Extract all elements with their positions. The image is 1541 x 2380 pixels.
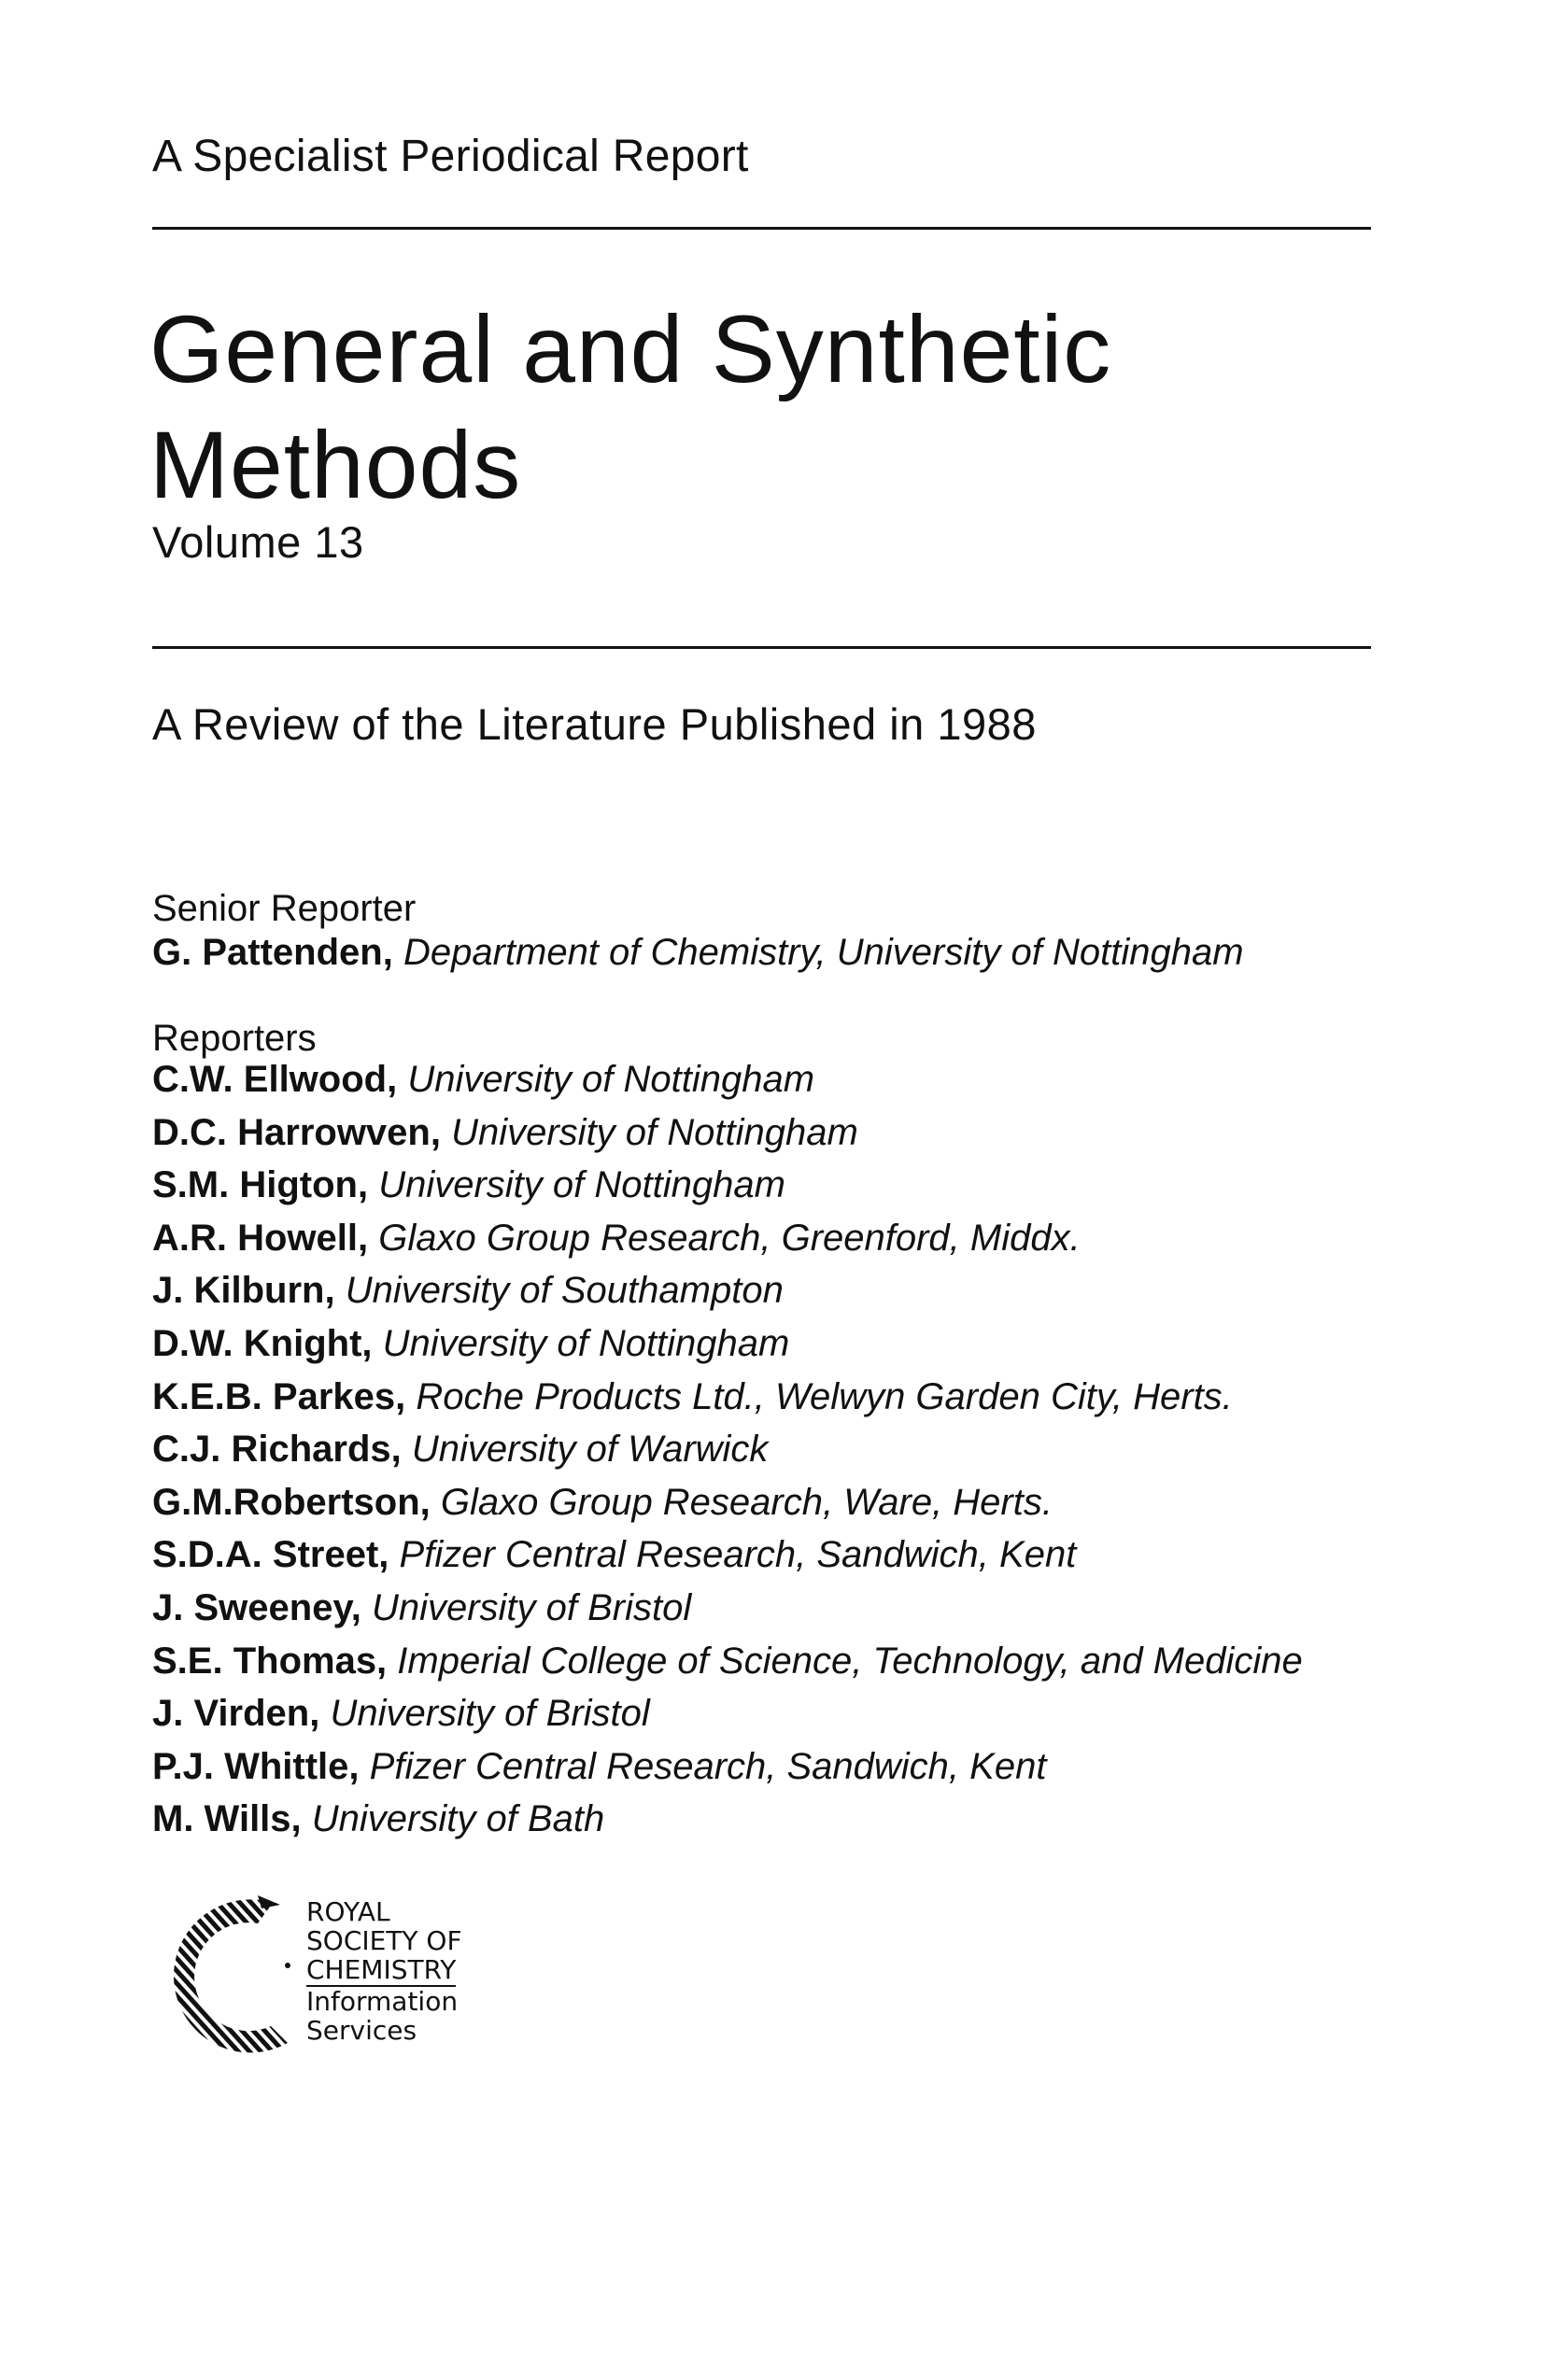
rsc-wordmark-line-2: SOCIETY OF [306,1925,462,1956]
rsc-wordmark-line-3: CHEMISTRY [306,1954,457,1985]
series-title: A Specialist Periodical Report [152,132,749,181]
rsc-wordmark-line-5: Services [306,2015,417,2046]
reporters-heading: Reporters [152,1018,317,1059]
reporter-name: G.M.Robertson, [152,1481,431,1523]
rsc-wordmark-line-1: ROYAL [306,1896,390,1927]
reporter-affiliation: University of Nottingham [382,1322,790,1364]
reporter-name: S.E. Thomas, [152,1640,388,1682]
reporter-entry [152,1373,1303,1427]
reporter-entry [152,1638,1303,1691]
reporter-name: P.J. Whittle, [152,1745,360,1787]
reporter-affiliation: University of Bristol [330,1693,650,1735]
reporter-affiliation: University of Bath [311,1798,605,1840]
reporter-affiliation: University of Nottingham [451,1111,858,1153]
reporter-entry [152,1690,1303,1743]
reporter-affiliation: University of Nottingham [407,1059,815,1100]
reporter-name: S.M. Higton, [152,1164,369,1206]
reporter-entry [152,1056,1303,1109]
reporter-entry [152,1479,1303,1532]
reporter-entry [152,1320,1303,1373]
reporter-name: C.J. Richards, [152,1429,402,1471]
reporter-entry [152,1215,1303,1268]
reporter-name: A.R. Howell, [152,1217,369,1259]
reporter-entry [152,1584,1303,1638]
reporter-affiliation: University of Southampton [345,1270,784,1312]
reporter-entry [152,1267,1303,1320]
reporter-name: J. Sweeney, [152,1586,361,1628]
senior-reporter-name: G. Pattenden, [152,932,393,973]
top-divider [152,227,1371,230]
reporter-name: K.E.B. Parkes, [152,1375,406,1417]
reporter-entry [152,1109,1303,1162]
reporter-affiliation: Pfizer Central Research, Sandwich, Kent [399,1534,1077,1576]
reporter-name: J. Virden, [152,1693,320,1735]
reporter-affiliation: Roche Products Ltd., Welwyn Garden City, Herts. [416,1375,1233,1417]
reporter-affiliation: University of Bristol [371,1586,692,1628]
rsc-emblem-icon [168,1877,299,2073]
reporter-entry [152,1162,1303,1215]
reporter-name: D.C. Harrowven, [152,1111,441,1153]
reporter-entry [152,1531,1303,1584]
reporter-affiliation: University of Warwick [411,1429,769,1471]
reporter-name: J. Kilburn, [152,1270,335,1312]
reporter-affiliation: Pfizer Central Research, Sandwich, Kent [369,1745,1047,1787]
reporter-name: M. Wills, [152,1798,302,1840]
senior-reporter-entry [152,929,1244,976]
reporters-list [152,1056,1303,1849]
reporter-affiliation: University of Nottingham [378,1164,785,1206]
reporter-affiliation: Imperial College of Science, Technology, and Medicine [397,1640,1303,1682]
reporter-name: S.D.A. Street, [152,1534,389,1576]
reporter-entry [152,1796,1303,1849]
reporter-entry [152,1426,1303,1479]
book-title-line-2: Methods [149,412,522,518]
book-title [149,291,1111,523]
book-title-line-1: General and Synthetic [149,296,1112,402]
reporter-affiliation: Glaxo Group Research, Ware, Herts. [440,1481,1053,1523]
rsc-wordmark-line-4: Information [306,1986,459,2017]
volume-number: Volume 13 [152,517,364,567]
review-subtitle: A Review of the Literature Published in 1988 [152,699,1037,749]
rsc-wordmark [306,1897,462,2045]
reporter-affiliation: Glaxo Group Research, Greenford, Middx. [378,1217,1081,1259]
middle-divider [152,646,1371,649]
reporter-name: C.W. Ellwood, [152,1059,398,1100]
senior-reporter-heading: Senior Reporter [152,888,417,929]
reporter-entry [152,1743,1303,1796]
senior-reporter-affiliation: Department of Chemistry, University of Nottingham [403,932,1244,973]
rsc-logo [168,1877,486,2073]
reporter-name: D.W. Knight, [152,1322,373,1364]
